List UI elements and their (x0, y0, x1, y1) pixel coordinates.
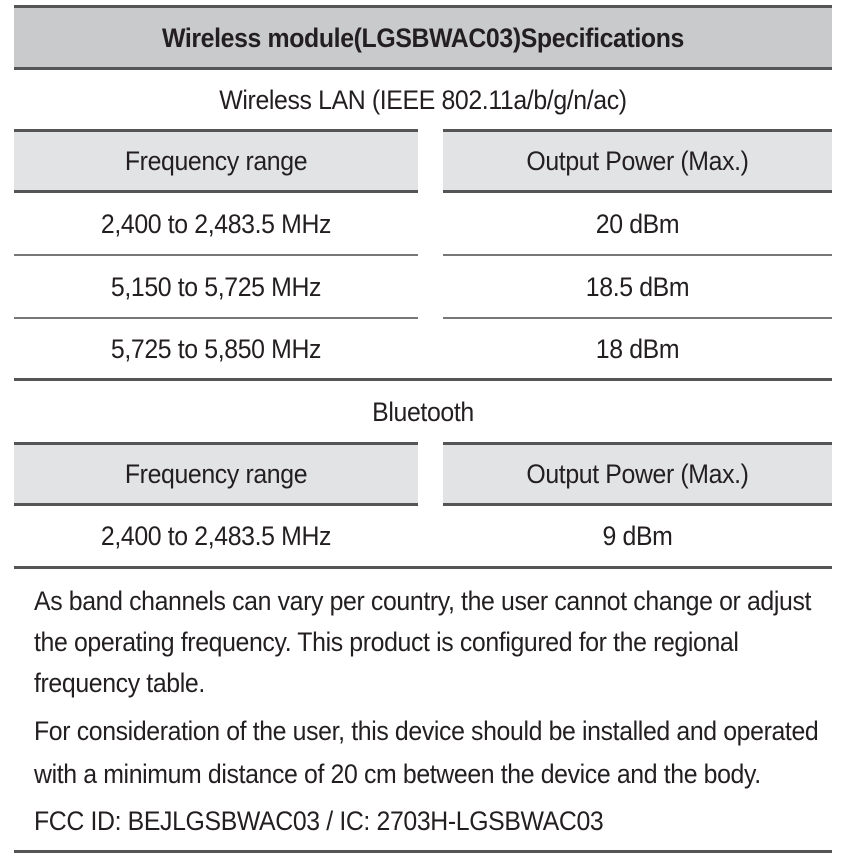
bt-col-power: Output Power (Max.) (526, 459, 749, 489)
spec-title: Wireless module(LGSBWAC03)Specifications (161, 23, 684, 53)
wlan-row-3-frequency: 5,725 to 5,850 MHz (110, 333, 322, 364)
wireless-lan-heading: Wireless LAN (IEEE 802.11a/b/g/n/ac) (219, 84, 627, 115)
bt-row-1-frequency: 2,400 to 2,483.5 MHz (100, 520, 332, 551)
wlan-row-1-power: 20 dBm (595, 208, 680, 239)
band-note-line-3: frequency table. (34, 668, 205, 698)
bottom-rule (14, 850, 832, 853)
bluetooth-heading: Bluetooth (372, 396, 474, 427)
bt-section-bottom-rule (14, 566, 832, 569)
wlan-row-1-frequency: 2,400 to 2,483.5 MHz (100, 208, 332, 239)
fcc-id: FCC ID: BEJLGSBWAC03 / IC: 2703H-LGSBWAC03 (34, 806, 604, 836)
wlan-col-frequency: Frequency range (124, 146, 308, 176)
wlan-row-2-frequency: 5,150 to 5,725 MHz (110, 271, 322, 302)
bt-row-1-power: 9 dBm (602, 520, 673, 551)
wlan-row-2-power: 18.5 dBm (585, 271, 690, 302)
wlan-row-3-power: 18 dBm (595, 333, 680, 364)
bt-col-frequency: Frequency range (124, 459, 308, 489)
band-note-line-1: As band channels can vary per country, the user cannot change or adjust (34, 586, 812, 616)
distance-note-line-1: For consideration of the user, this device should be installed and operated (34, 716, 819, 746)
band-note-line-2: the operating frequency. This product is configured for the regional (34, 627, 739, 657)
wlan-col-power: Output Power (Max.) (526, 146, 749, 176)
distance-note-line-2: with a minimum distance of 20 cm between the device and the body. (34, 759, 761, 789)
